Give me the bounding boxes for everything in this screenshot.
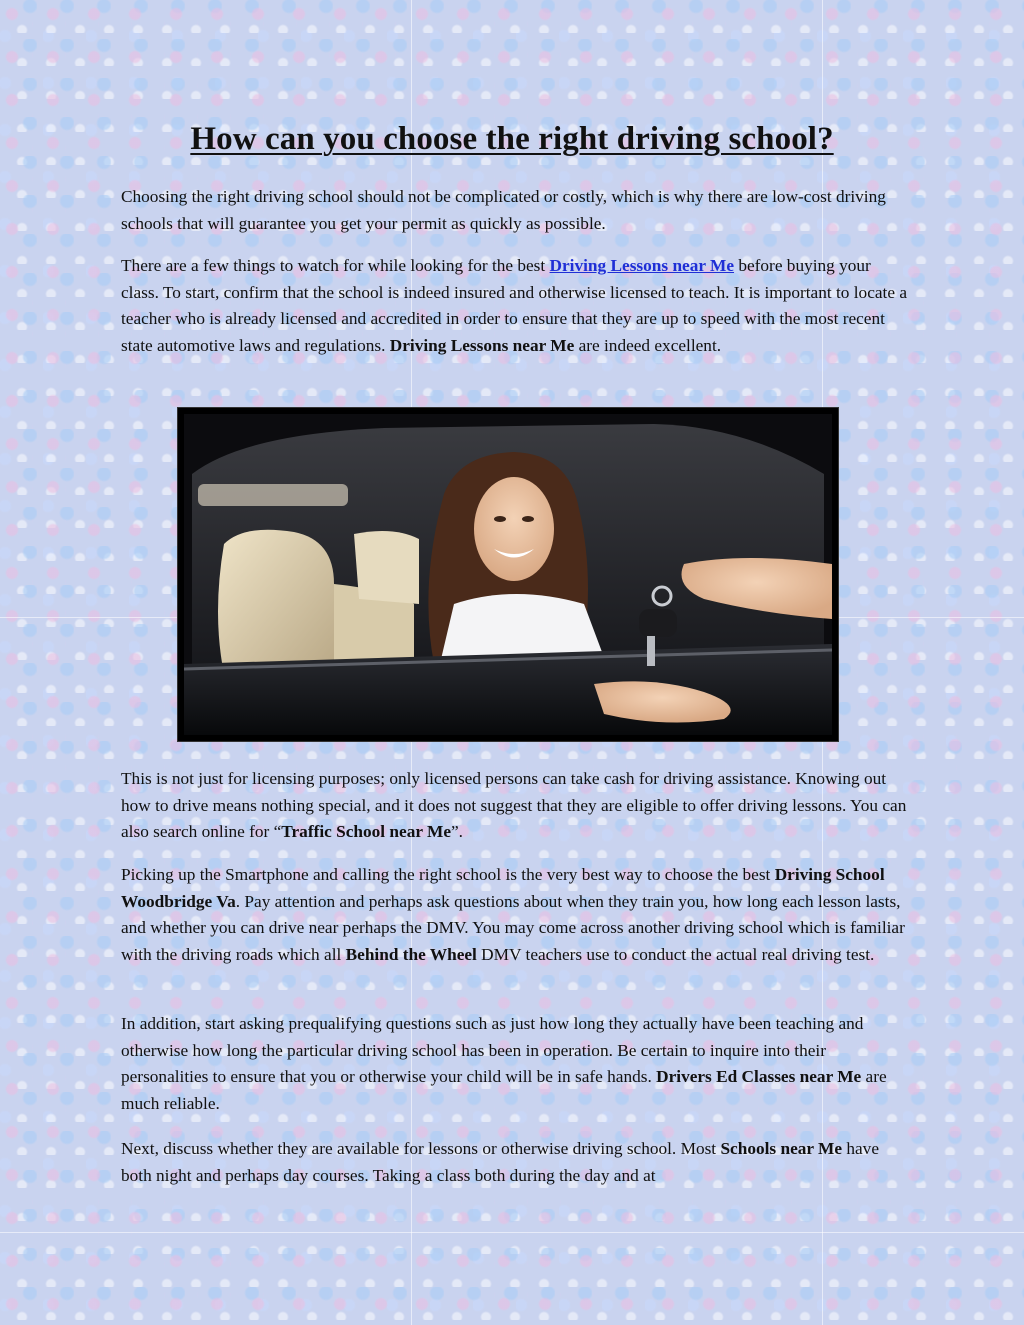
- bold-keyword: Driving Lessons near Me: [389, 335, 575, 355]
- bold-keyword: Schools near Me: [720, 1139, 843, 1158]
- woman-in-car-photo: [184, 414, 832, 735]
- paragraph-smartphone: Picking up the Smartphone and calling the right school is the very best way to choose the best Driving School Woodbridge Va. Pay attention and perhaps ask questions about when they train you, how long each lesson lasts, and whether you can drive near perhaps the DMV. You may come across another driving school which is familiar with the driving roads which all Behind the Wheel DMV teachers use to conduct the actual real driving test.: [121, 865, 905, 964]
- background-seam: [0, 1232, 1024, 1233]
- bold-keyword: Traffic School near Me: [281, 822, 451, 841]
- paragraph-prequalifying: In addition, start asking prequalifying questions such as just how long they actually have been teaching and otherwise how long the particular driving school has been in operation. Be certain to inquire into their personalities to ensure that you or otherwise your child will be in safe hands. Drivers Ed Classes near Me are much reliable.: [121, 1014, 887, 1113]
- paragraph-availability: Next, discuss whether they are available for lessons or otherwise driving school. Most Schools near Me have both night and perhaps day courses. Taking a class both during the day and at: [121, 1139, 879, 1185]
- bold-keyword: Driving School Woodbridge Va: [121, 865, 885, 911]
- paragraph-things-to-watch: There are a few things to watch for while looking for the best Driving Lessons near Me before buying your class. To start, confirm that the school is indeed insured and otherwise licensed to teach. It is important to locate a teacher who is already licensed and accredited in order to ensure that they are up to speed with the most recent state automotive laws and regulations. Driving Lessons near Me are indeed excellent.: [121, 256, 907, 355]
- car-keys-illustration: [184, 414, 832, 735]
- bold-keyword: Behind the Wheel: [345, 944, 477, 964]
- driving-lessons-link[interactable]: Driving Lessons near Me: [549, 256, 735, 275]
- paragraph-licensing: This is not just for licensing purposes; only licensed persons can take cash for driving assistance. Knowing out how to drive means nothing special, and it does not suggest that they are eligible to offer driving lessons. You can also search online for “Traffic School near Me”.: [121, 769, 907, 841]
- photo-frame: [177, 407, 839, 742]
- bold-keyword: Drivers Ed Classes near Me: [656, 1067, 862, 1086]
- page-title: How can you choose the right driving school?: [190, 121, 834, 157]
- paragraph-intro: Choosing the right driving school should not be complicated or costly, which is why there are low-cost driving schools that will guarantee you get your permit as quickly as possible.: [121, 187, 886, 233]
